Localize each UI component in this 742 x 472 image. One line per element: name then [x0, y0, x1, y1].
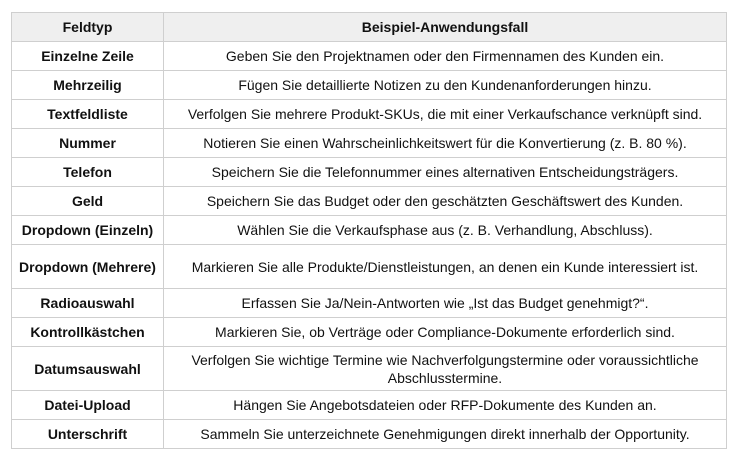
- example-cell: Fügen Sie detaillierte Notizen zu den Kundenanforderungen hinzu.: [164, 71, 727, 100]
- field-type-cell: Telefon: [12, 158, 164, 187]
- table-row: [12, 289, 727, 318]
- example-cell: Hängen Sie Angebotsdateien oder RFP-Dokumente des Kunden an.: [164, 391, 727, 420]
- example-cell: Sammeln Sie unterzeichnete Genehmigungen direkt innerhalb der Opportunity.: [164, 420, 727, 449]
- field-type-cell: Unterschrift: [12, 420, 164, 449]
- table-row: [12, 216, 727, 245]
- table-row: [12, 318, 727, 347]
- example-cell: Geben Sie den Projektnamen oder den Firmennamen des Kunden ein.: [164, 42, 727, 71]
- field-type-cell: Mehrzeilig: [12, 71, 164, 100]
- example-cell: Speichern Sie das Budget oder den geschätzten Geschäftswert des Kunden.: [164, 187, 727, 216]
- field-types-table-container: [11, 12, 726, 449]
- field-type-cell: Nummer: [12, 129, 164, 158]
- table-row: [12, 245, 727, 289]
- example-cell: Wählen Sie die Verkaufsphase aus (z. B. Verhandlung, Abschluss).: [164, 216, 727, 245]
- table-row: [12, 420, 727, 449]
- field-type-cell: Dropdown (Mehrere): [12, 245, 164, 289]
- example-cell: Verfolgen Sie wichtige Termine wie Nachverfolgungstermine oder voraussichtliche Abschlusstermine.: [164, 347, 727, 391]
- example-cell: Markieren Sie, ob Verträge oder Compliance-Dokumente erforderlich sind.: [164, 318, 727, 347]
- example-cell: Notieren Sie einen Wahrscheinlichkeitswert für die Konvertierung (z. B. 80 %).: [164, 129, 727, 158]
- field-type-cell: Datumsauswahl: [12, 347, 164, 391]
- table-row: [12, 129, 727, 158]
- table-row: [12, 100, 727, 129]
- column-header-example-use-case: Beispiel-Anwendungsfall: [164, 13, 727, 42]
- field-type-cell: Radioauswahl: [12, 289, 164, 318]
- table-header-row: [12, 13, 727, 42]
- example-cell: Speichern Sie die Telefonnummer eines alternativen Entscheidungsträgers.: [164, 158, 727, 187]
- table-row: [12, 391, 727, 420]
- example-cell: Verfolgen Sie mehrere Produkt-SKUs, die mit einer Verkaufschance verknüpft sind.: [164, 100, 727, 129]
- field-type-cell: Geld: [12, 187, 164, 216]
- example-cell: Erfassen Sie Ja/Nein-Antworten wie „Ist das Budget genehmigt?“.: [164, 289, 727, 318]
- field-type-cell: Einzelne Zeile: [12, 42, 164, 71]
- example-cell: Markieren Sie alle Produkte/Dienstleistungen, an denen ein Kunde interessiert ist.: [164, 245, 727, 289]
- table-row: [12, 187, 727, 216]
- field-types-table: [11, 12, 727, 449]
- table-row: [12, 347, 727, 391]
- table-row: [12, 42, 727, 71]
- field-type-cell: Kontrollkästchen: [12, 318, 164, 347]
- field-type-cell: Dropdown (Einzeln): [12, 216, 164, 245]
- table-row: [12, 71, 727, 100]
- field-type-cell: Textfeldliste: [12, 100, 164, 129]
- field-type-cell: Datei-Upload: [12, 391, 164, 420]
- column-header-field-type: Feldtyp: [12, 13, 164, 42]
- table-row: [12, 158, 727, 187]
